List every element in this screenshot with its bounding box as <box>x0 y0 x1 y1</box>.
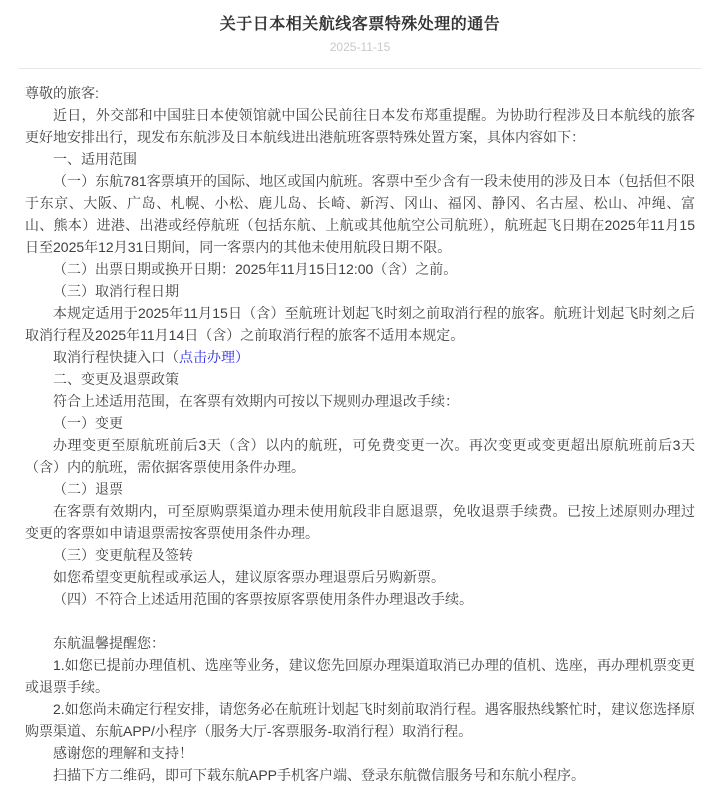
notice-paragraph: （二）退票 <box>53 481 123 497</box>
notice-paragraph: （一）东航781客票填开的国际、地区或国内航班。客票中至少含有一段未使用的涉及日本（包括但不限于东京、大阪、广岛、札幌、小松、鹿儿岛、长崎、新泻、冈山、福冈、静冈、名古屋、松山、冲绳、富山、熊本）进港、出港或经停航班（包括东航、上航或其他航空公司航班），航班起飞日期在2025年11月15日至2025年12月31日期间，同一客票内的其他未使用航段日期不限。 <box>25 173 695 255</box>
notice-paragraph: （三）取消行程日期 <box>53 283 179 299</box>
notice-body <box>0 69 720 786</box>
notice-paragraph: 本规定适用于2025年11月15日（含）至航班计划起飞时刻之前取消行程的旅客。航班计划起飞时刻之后取消行程及2025年11月14日（含）之前取消行程的旅客不适用本规定。 <box>25 305 695 343</box>
notice-paragraph: 2.如您尚未确定行程安排，请您务必在航班计划起飞时刻前取消行程。遇客服热线繁忙时，建议您选择原购票渠道、东航APP/小程序（服务大厅-客票服务-取消行程）取消行程。 <box>25 701 695 739</box>
notice-paragraph: 办理变更至原航班前后3天（含）以内的航班，可免费变更一次。再次变更或变更超出原航班前后3天（含）内的航班，需依据客票使用条件办理。 <box>25 437 695 475</box>
cancel-trip-link[interactable]: 点击办理） <box>179 349 249 365</box>
cancel-trip-entry <box>25 346 695 368</box>
notice-header <box>0 0 720 55</box>
notice-paragraph: （二）出票日期或换开日期：2025年11月15日12:00（含）之前。 <box>53 261 458 277</box>
notice-paragraph: 感谢您的理解和支持！ <box>53 745 193 761</box>
paragraph-text: 取消行程快捷入口（ <box>53 349 179 365</box>
paragraph-spacer <box>25 610 695 632</box>
notice-paragraph: 二、变更及退票政策 <box>53 371 179 387</box>
notice-paragraph: （四）不符合上述适用范围的客票按原客票使用条件办理退改手续。 <box>53 591 473 607</box>
publish-date: 2025-11-15 <box>329 40 391 54</box>
notice-paragraph: 如您希望变更航程或承运人，建议原客票办理退票后另购新票。 <box>53 569 445 585</box>
notice-paragraph: 尊敬的旅客: <box>25 85 99 101</box>
page-title: 关于日本相关航线客票特殊处理的通告 <box>219 16 501 33</box>
notice-paragraph: 一、适用范围 <box>53 151 137 167</box>
notice-paragraph: 东航温馨提醒您： <box>53 635 165 651</box>
notice-paragraph: （三）变更航程及签转 <box>53 547 193 563</box>
notice-paragraph: （一）变更 <box>53 415 123 431</box>
notice-paragraph: 近日，外交部和中国驻日本使领馆就中国公民前往日本发布郑重提醒。为协助行程涉及日本航线的旅客更好地安排出行，现发布东航涉及日本航线进出港航班客票特殊处置方案，具体内容如下： <box>25 107 695 145</box>
notice-paragraph: 在客票有效期内，可至原购票渠道办理未使用航段非自愿退票，免收退票手续费。已按上述原则办理过变更的客票如申请退票需按客票使用条件办理。 <box>25 503 695 541</box>
notice-paragraph: 符合上述适用范围，在客票有效期内可按以下规则办理退改手续： <box>53 393 459 409</box>
notice-paragraph: 扫描下方二维码，即可下载东航APP手机客户端、登录东航微信服务号和东航小程序。 <box>53 767 586 783</box>
notice-paragraph: 1.如您已提前办理值机、选座等业务，建议您先回原办理渠道取消已办理的值机、选座，再办理机票变更或退票手续。 <box>25 657 695 695</box>
